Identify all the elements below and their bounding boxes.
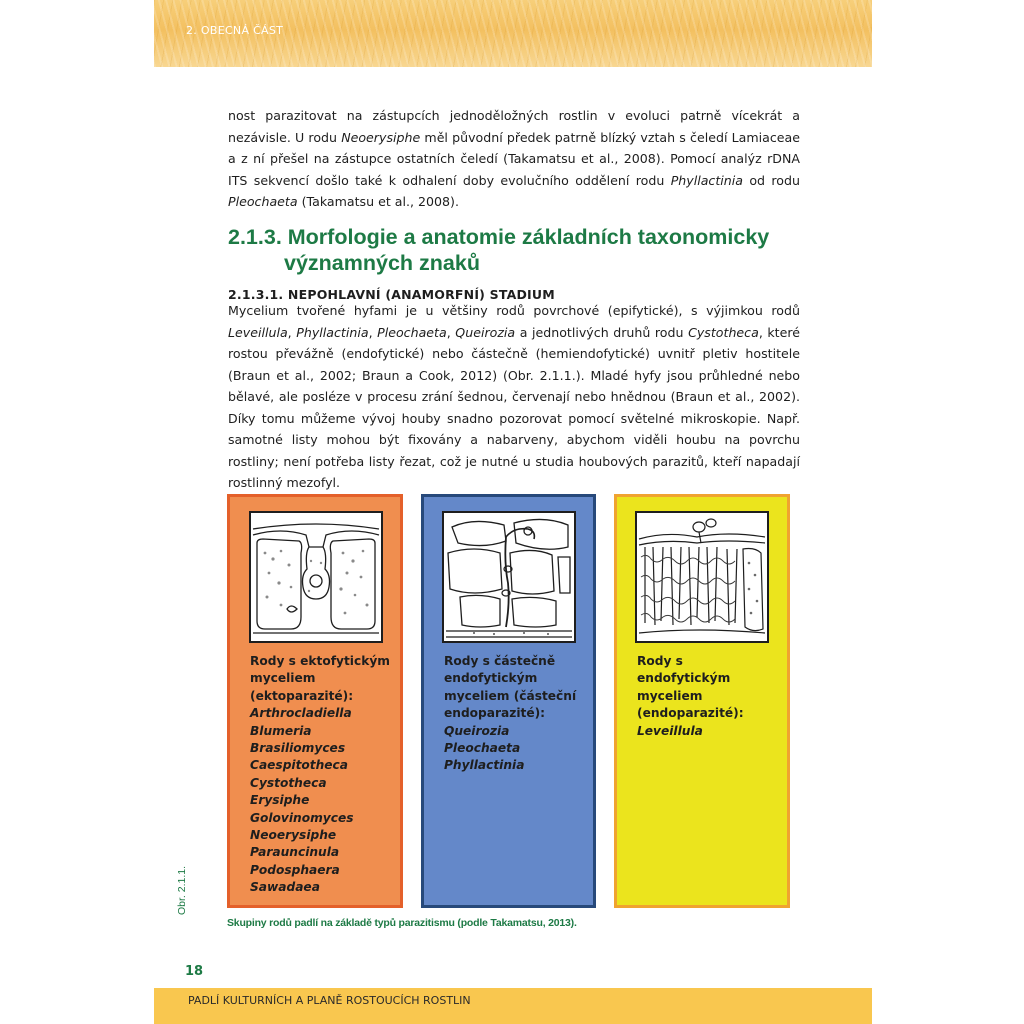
ectophytic-mycelium-illustration: [249, 511, 383, 643]
italic-taxon-name: Leveillula: [228, 324, 288, 340]
figure-label: Obr. 2.1.1.: [176, 865, 188, 915]
box-caption: [444, 653, 584, 775]
cell-diagram-icon: [251, 513, 381, 641]
box-caption: [250, 653, 390, 897]
box-caption: [637, 653, 777, 740]
genus-name: Erysiphe: [250, 793, 310, 808]
genus-name: Brasiliomyces: [250, 741, 346, 756]
italic-taxon-name: Pleochaeta: [228, 194, 298, 209]
genus-name: Caespitotheca: [250, 758, 349, 773]
genus-name: Podosphaera: [250, 862, 340, 877]
page-number: 18: [185, 964, 204, 979]
figure-caption: Skupiny rodů padlí na základě typů parazitismu (podle Takamatsu, 2013).: [227, 917, 577, 929]
section-heading-line2: významných znaků: [284, 251, 480, 275]
genus-name: Pleochaeta: [444, 741, 521, 756]
italic-taxon-name: Phyllactinia: [670, 172, 743, 188]
text-run: nost parazitovat na zástupcích jednoděložných rostlin v evoluci patrně vícekrát a nezávisle. U rodu: [228, 108, 800, 145]
cell-diagram-icon: [444, 513, 574, 641]
paragraph-text: [228, 300, 800, 494]
genus-name: Phyllactinia: [444, 758, 525, 773]
genus-name: Arthrocladiella: [250, 706, 352, 721]
section-heading-line1: 2.1.3. Morfologie a anatomie základních taxonomicky: [228, 225, 770, 249]
genus-name: Blumeria: [250, 723, 312, 738]
genus-name: Golovinomyces: [250, 810, 354, 825]
figure-box-endoparasites: [614, 494, 790, 908]
genus-name: Leveillula: [637, 723, 703, 738]
genus-name: Cystotheca: [250, 775, 327, 790]
genus-name: Queirozia: [444, 723, 510, 738]
text-run: ,: [287, 324, 297, 340]
text-run: Mycelium tvořené hyfami je u většiny rodů povrchové (epifytické), s výjimkou rodů: [228, 303, 800, 318]
text-run: (Takamatsu et al., 2008).: [297, 194, 459, 209]
box-heading: Rody s endofytickým myceliem (endoparazité):: [637, 654, 744, 721]
paragraph-intro: [228, 105, 800, 213]
text-run: ,: [446, 324, 456, 340]
genus-name: Neoerysiphe: [250, 828, 337, 843]
partially-endophytic-mycelium-illustration: [442, 511, 576, 643]
text-run: měl původní předek patrně blízký vztah s čeledí Lamiaceae a z ní přešel na zástupce ostatních čeledí (Takamatsu et al., 2008). Pomocí analýz rDNA ITS sekvencí došlo také k odhalení doby evolučního oddělení rodu: [228, 129, 800, 188]
italic-taxon-name: Pleochaeta: [377, 324, 447, 340]
italic-taxon-name: Phyllactinia: [296, 324, 369, 340]
text-run: od rodu: [743, 172, 800, 188]
figure-box-partial-endoparasites: [421, 494, 596, 908]
footer-band: [154, 988, 872, 1024]
figure-box-ectoparasites: [227, 494, 403, 908]
book-title: PADLÍ KULTURNÍCH A PLANĚ ROSTOUCÍCH ROSTLIN: [188, 994, 471, 1007]
text-run: , které rostou převážně (endofytické) nebo částečně (hemiendofytické) uvnitř pletiv hostitele (Braun et al., 2002; Braun a Cook, 2012) (Obr. 2.1.1.). Mladé hyfy jsou průhledné nebo bělavé, ale posléze v procesu zrání šednou, červenají nebo hnědnou (Braun et al., 2002). Díky tomu můžeme vývoj houby snadno pozorovat pomocí světelné mikroskopie. Např. samotné listy mohou být fixovány a nabarveny, abychom viděli houbu na povrchu rostliny; není potřeba listy řezat, což je nutné u studia houbových parazitů, kteří napadají rostlinný mezofyl.: [228, 324, 801, 490]
section-heading: [228, 224, 788, 276]
paragraph-text: [228, 105, 800, 213]
genus-name: Sawadaea: [250, 880, 320, 895]
text-run: ,: [368, 324, 378, 340]
header-band: [154, 0, 872, 67]
endophytic-mycelium-illustration: [635, 511, 769, 643]
italic-taxon-name: Neoerysiphe: [341, 129, 421, 145]
text-run: a jednotlivých druhů rodu: [515, 324, 689, 340]
box-heading: Rody s částečně endofytickým myceliem (částeční endoparazité):: [444, 654, 577, 721]
italic-taxon-name: Cystotheca: [688, 324, 759, 340]
paragraph-mycelium: [228, 300, 800, 494]
running-title: 2. OBECNÁ ČÁST: [186, 24, 284, 37]
book-page: [154, 0, 872, 1024]
box-heading: Rody s ektofytickým myceliem (ektoparazité):: [250, 654, 390, 703]
cell-diagram-icon: [637, 513, 767, 641]
genus-name: Parauncinula: [250, 845, 340, 860]
subsection-heading: 2.1.3.1. NEPOHLAVNÍ (ANAMORFNÍ) STADIUM: [228, 287, 555, 302]
italic-taxon-name: Queirozia: [455, 324, 516, 340]
